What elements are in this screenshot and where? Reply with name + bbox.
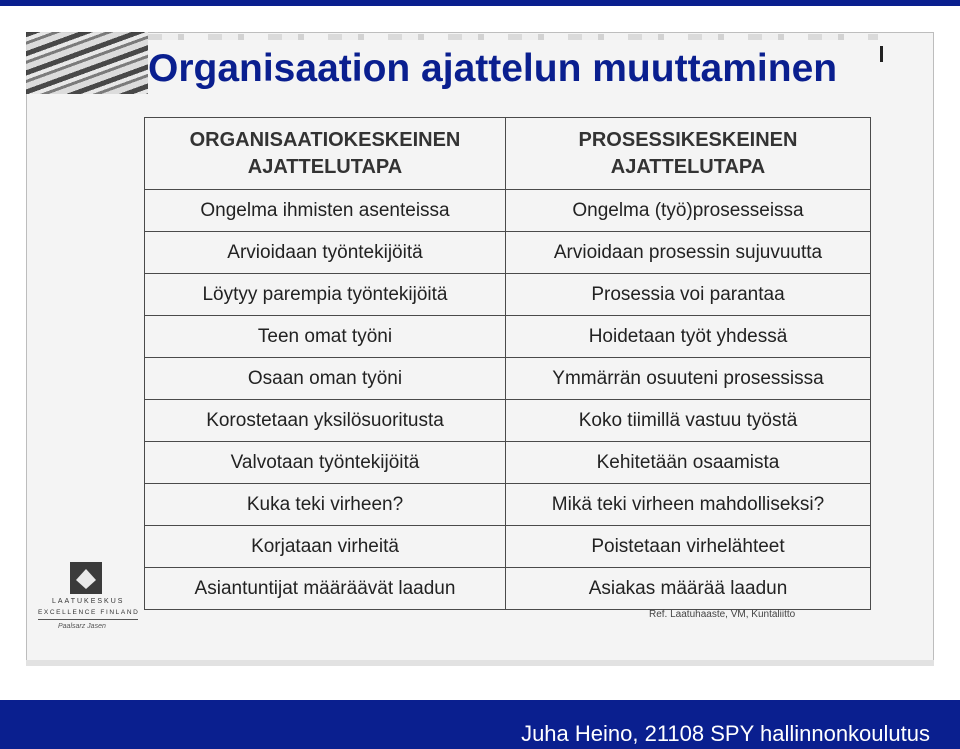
header-line: AJATTELUTAPA — [610, 155, 766, 178]
process-cell: Poistetaan virhelähteet — [506, 526, 871, 568]
scan-mark — [880, 46, 883, 62]
header-process-centric — [506, 118, 871, 190]
logo-tagline: Paalsarz Jasen — [58, 623, 106, 630]
top-accent-bar — [0, 0, 960, 6]
laatukeskus-logo-icon — [70, 562, 102, 594]
table-row — [145, 358, 871, 400]
table-row — [145, 190, 871, 232]
organisation-cell: Teen omat työni — [145, 316, 506, 358]
slide-title: Organisaation ajattelun muuttaminen — [148, 47, 838, 90]
header-line: AJATTELUTAPA — [247, 155, 403, 178]
organisation-cell: Ongelma ihmisten asenteissa — [145, 190, 506, 232]
process-cell: Ymmärrän osuuteni prosessissa — [506, 358, 871, 400]
building-photo-fragment — [26, 32, 148, 94]
comparison-table — [144, 117, 871, 610]
table-row — [145, 484, 871, 526]
scanned-document-edge — [26, 660, 934, 666]
logo-subtitle: EXCELLENCE FINLAND — [38, 609, 140, 616]
header-line: ORGANISAATIOKESKEINEN — [189, 128, 461, 151]
header-line: PROSESSIKESKEINEN — [578, 128, 798, 151]
organisation-cell: Osaan oman työni — [145, 358, 506, 400]
logo-divider — [38, 619, 138, 620]
process-cell: Ongelma (työ)prosesseissa — [506, 190, 871, 232]
logo-name: LAATUKESKUS — [52, 598, 125, 605]
footer-bar — [0, 700, 960, 749]
header-organisation-centric — [145, 118, 506, 190]
organisation-cell: Arvioidaan työntekijöitä — [145, 232, 506, 274]
process-cell: Asiakas määrää laadun — [506, 568, 871, 610]
table-row — [145, 568, 871, 610]
process-cell: Koko tiimillä vastuu työstä — [506, 400, 871, 442]
table-row — [145, 274, 871, 316]
organisation-cell: Korjataan virheitä — [145, 526, 506, 568]
table-row — [145, 232, 871, 274]
organisation-cell: Korostetaan yksilösuoritusta — [145, 400, 506, 442]
table-row — [145, 316, 871, 358]
scan-noise-strip — [148, 34, 878, 40]
process-cell: Prosessia voi parantaa — [506, 274, 871, 316]
process-cell: Arvioidaan prosessin sujuvuutta — [506, 232, 871, 274]
table-row — [145, 442, 871, 484]
footer-text: Juha Heino, 21108 SPY hallinnonkoulutus — [521, 721, 930, 746]
organisation-cell: Kuka teki virheen? — [145, 484, 506, 526]
table-row — [145, 526, 871, 568]
process-cell: Hoidetaan työt yhdessä — [506, 316, 871, 358]
organisation-cell: Asiantuntijat määräävät laadun — [145, 568, 506, 610]
process-cell: Mikä teki virheen mahdolliseksi? — [506, 484, 871, 526]
table-reference: Ref. Laatuhaaste, VM, Kuntaliitto — [649, 609, 796, 620]
organisation-cell: Valvotaan työntekijöitä — [145, 442, 506, 484]
table-row — [145, 400, 871, 442]
table-header-row — [145, 118, 871, 190]
process-cell: Kehitetään osaamista — [506, 442, 871, 484]
organisation-cell: Löytyy parempia työntekijöitä — [145, 274, 506, 316]
